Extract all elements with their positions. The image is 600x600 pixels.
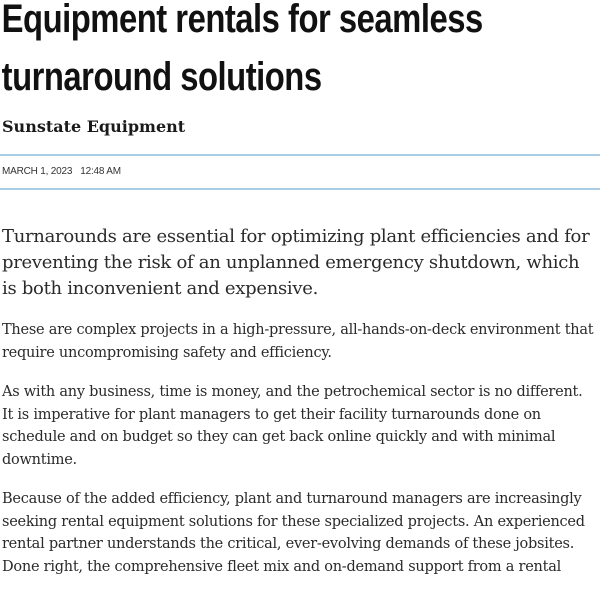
- divider-bottom: [0, 188, 600, 190]
- publish-date: MARCH 1, 2023: [2, 166, 73, 177]
- publish-time: 12:48 AM: [80, 166, 121, 177]
- article-meta: [0, 156, 600, 188]
- article-headline: Equipment rentals for seamless turnaround solutions: [1, 0, 483, 99]
- article-lead: Turnarounds are essential for optimizing plant efficiencies and for preventing the risk of an unplanned emergency shutdown, which is both inconvenient and expensive.: [2, 226, 590, 299]
- article-paragraph: As with any business, time is money, and the petrochemical sector is no different. It is imperative for plant managers to get their facility turnarounds done on schedule and on budget so they can get back online quickly and with minimal downtime.: [2, 384, 583, 468]
- article-byline[interactable]: Sunstate Equipment: [2, 117, 186, 136]
- article-paragraph: These are complex projects in a high-pressure, all-hands-on-deck environment that require uncompromising safety and efficiency.: [2, 322, 594, 361]
- article-paragraph: Because of the added efficiency, plant and turnaround managers are increasingly seeking rental equipment solutions for these specialized projects. An experienced rental partner understands the critical, ever-evolving demands of these jobsites. Done right, the comprehensive fleet mix and on-demand support from a rental: [2, 491, 585, 575]
- article-body: [0, 224, 600, 578]
